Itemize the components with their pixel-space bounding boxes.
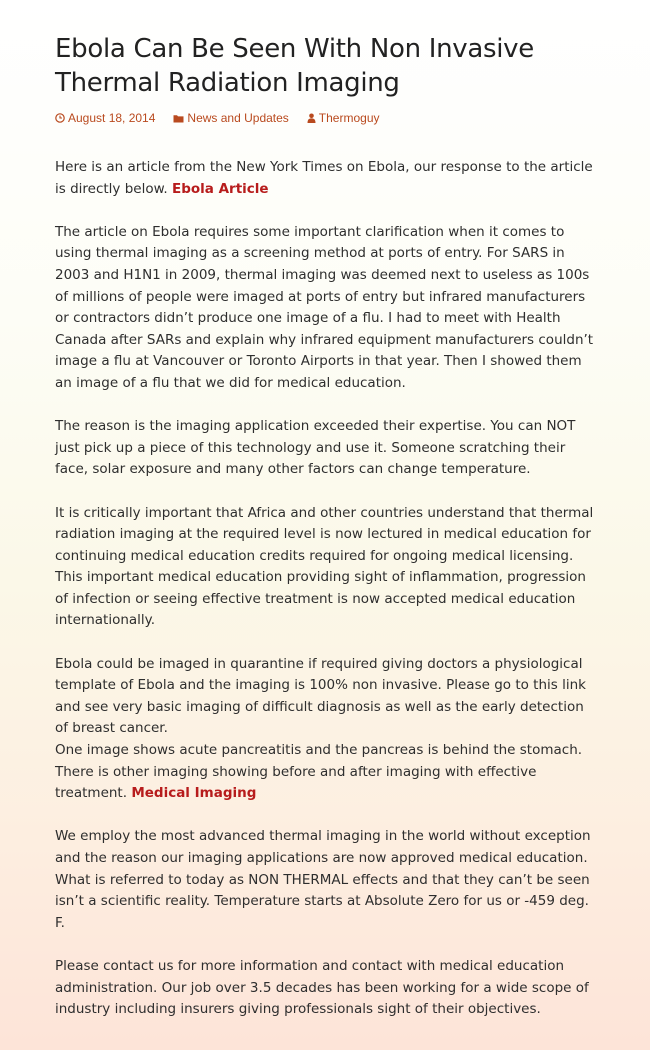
ebola-article-link[interactable]: Ebola Article: [171, 180, 269, 197]
paragraph-advanced-imaging: [55, 826, 595, 934]
paragraph-clarification: [55, 222, 595, 395]
paragraph-reason: [55, 416, 595, 481]
paragraph-contact: [55, 956, 595, 1021]
post-author: Thermoguy: [318, 111, 380, 125]
post-category-link[interactable]: [173, 111, 288, 125]
paragraph-text: Ebola could be imaged in quarantine if required giving doctors a physiological template of Ebola and the imaging is 100% non invasive. Please go to this link and see very basic imaging of difficult diagnosis as well as the early detection of breast cancer.: [55, 655, 586, 737]
paragraph-text: We employ the most advanced thermal imaging in the world without exception and the reason our imaging applications are now approved medical education. What is referred to today as NON THERMAL effects and that they can’t be seen isn’t a scientific reality. Temperature starts at Absolute Zero for us or -459 deg. F.: [55, 828, 591, 931]
clock-icon: [55, 113, 65, 123]
post-date: August 18, 2014: [68, 111, 156, 125]
post-category: News and Updates: [187, 111, 289, 125]
paragraph-intro: [55, 157, 595, 200]
paragraph-education: [55, 503, 595, 633]
paragraph-text: The article on Ebola requires some important clarification when it comes to using thermal imaging as a screening method at ports of entry. For SARS in 2003 and H1N1 in 2009, thermal imaging was deemed next to useless as 100s of millions of people were imaged at ports of entry but infrared manufacturers or contractors didn’t produce one image of a flu. I had to meet with Health Canada after SARs and explain why infrared equipment manufacturers couldn’t image a flu at Vancouver or Toronto Airports in that year. Then I showed them an image of a flu that we did for medical education.: [55, 223, 594, 391]
paragraph-text: The reason is the imaging application exceeded their expertise. You can NOT just pick up a piece of this technology and use it. Someone scratching their face, solar exposure and many other factors can change temperature.: [55, 418, 576, 478]
paragraph-text: One image shows acute pancreatitis and the pancreas is behind the stomach. There is other imaging showing before and after imaging with effective treatment.: [55, 742, 583, 802]
medical-imaging-link[interactable]: Medical Imaging: [131, 785, 257, 802]
post-date-link[interactable]: [55, 111, 155, 125]
post-article: [55, 32, 595, 1042]
paragraph-text: Please contact us for more information and contact with medical education administration. Our job over 3.5 decades has been working for a wide scope of industry including insurers giving professionals sight of their objectives.: [55, 957, 589, 1018]
post-content: [55, 157, 595, 1021]
paragraph-text: Here is an article from the New York Times on Ebola, our response to the article is directly below.: [55, 159, 593, 197]
folder-icon: [173, 114, 184, 123]
paragraph-quarantine: [55, 654, 595, 805]
post-title: Ebola Can Be Seen With Non Invasive Thermal Radiation Imaging: [55, 34, 534, 98]
paragraph-text: It is critically important that Africa and other countries understand that thermal radiation imaging at the required level is now lectured in medical education for continuing medical education credits required for ongoing medical licensing. This important medical education providing sight of inflammation, progression of infection or seeing effective treatment is now accepted medical education internationally.: [55, 504, 594, 629]
post-author-link[interactable]: [307, 111, 380, 125]
user-icon: [307, 113, 316, 123]
post-meta: [55, 110, 595, 126]
